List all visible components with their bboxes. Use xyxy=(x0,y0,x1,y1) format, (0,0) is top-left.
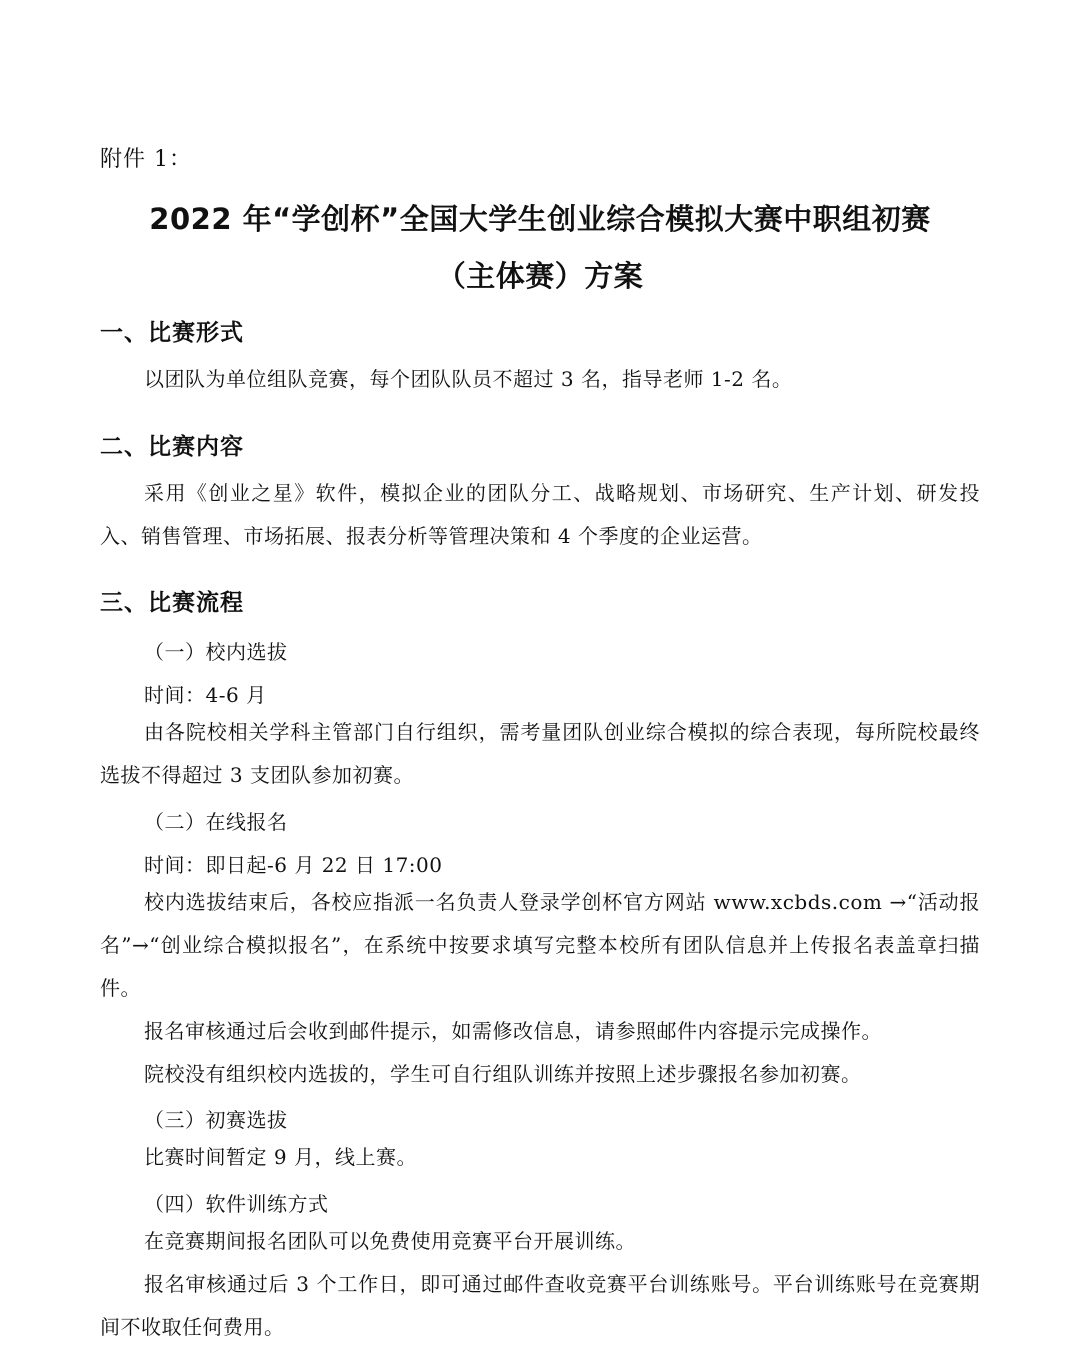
section-heading-content: 二、比赛内容 xyxy=(100,434,244,460)
document-title-line-2: （主体赛）方案 xyxy=(436,259,644,293)
subsection-title-campus-selection: （一）校内选拔 xyxy=(144,640,288,664)
online-registration-time: 时间：即日起-6 月 22 日 17:00 xyxy=(144,853,443,877)
subsection-title-training: （四）软件训练方式 xyxy=(144,1192,329,1216)
paragraph-campus-selection: 由各院校相关学科主管部门自行组织，需考量团队创业综合模拟的综合表现，每所院校最终选拔不得超过 3 支团队参加初赛。 xyxy=(100,720,980,787)
subsection-title-preliminary: （三）初赛选拔 xyxy=(144,1108,288,1132)
section-heading-process: 三、比赛流程 xyxy=(100,590,244,616)
paragraph-self-organized-teams: 院校没有组织校内选拔的，学生可自行组队训练并按照上述步骤报名参加初赛。 xyxy=(144,1062,862,1086)
paragraph-training-account: 报名审核通过后 3 个工作日，即可通过邮件查收竞赛平台训练账号。平台训练账号在竞赛期间不收取任何费用。 xyxy=(100,1272,980,1339)
campus-selection-time: 时间：4-6 月 xyxy=(144,683,267,707)
paragraph-free-training: 在竞赛期间报名团队可以免费使用竞赛平台开展训练。 xyxy=(144,1229,636,1253)
paragraph-team-composition: 以团队为单位组队竞赛，每个团队队员不超过 3 名，指导老师 1-2 名。 xyxy=(144,367,793,391)
section-heading-format: 一、比赛形式 xyxy=(100,320,244,346)
attachment-label: 附件 1： xyxy=(100,147,192,172)
subsection-title-online-registration: （二）在线报名 xyxy=(144,810,288,834)
paragraph-competition-content: 采用《创业之星》软件，模拟企业的团队分工、战略规划、市场研究、生产计划、研发投入、销售管理、市场拓展、报表分析等管理决策和 4 个季度的企业运营。 xyxy=(100,481,980,548)
paragraph-preliminary-time: 比赛时间暂定 9 月，线上赛。 xyxy=(144,1145,417,1169)
paragraph-registration-steps: 校内选拔结束后，各校应指派一名负责人登录学创杯官方网站 www.xcbds.com →“活动报名”→“创业综合模拟报名”，在系统中按要求填写完整本校所有团队信息并上传报名表盖章扫描件。 xyxy=(100,890,980,1000)
document-title-line-1: 2022 年“学创杯”全国大学生创业综合模拟大赛中职组初赛 xyxy=(149,202,931,236)
paragraph-review-notice: 报名审核通过后会收到邮件提示，如需修改信息，请参照邮件内容提示完成操作。 xyxy=(144,1019,882,1043)
